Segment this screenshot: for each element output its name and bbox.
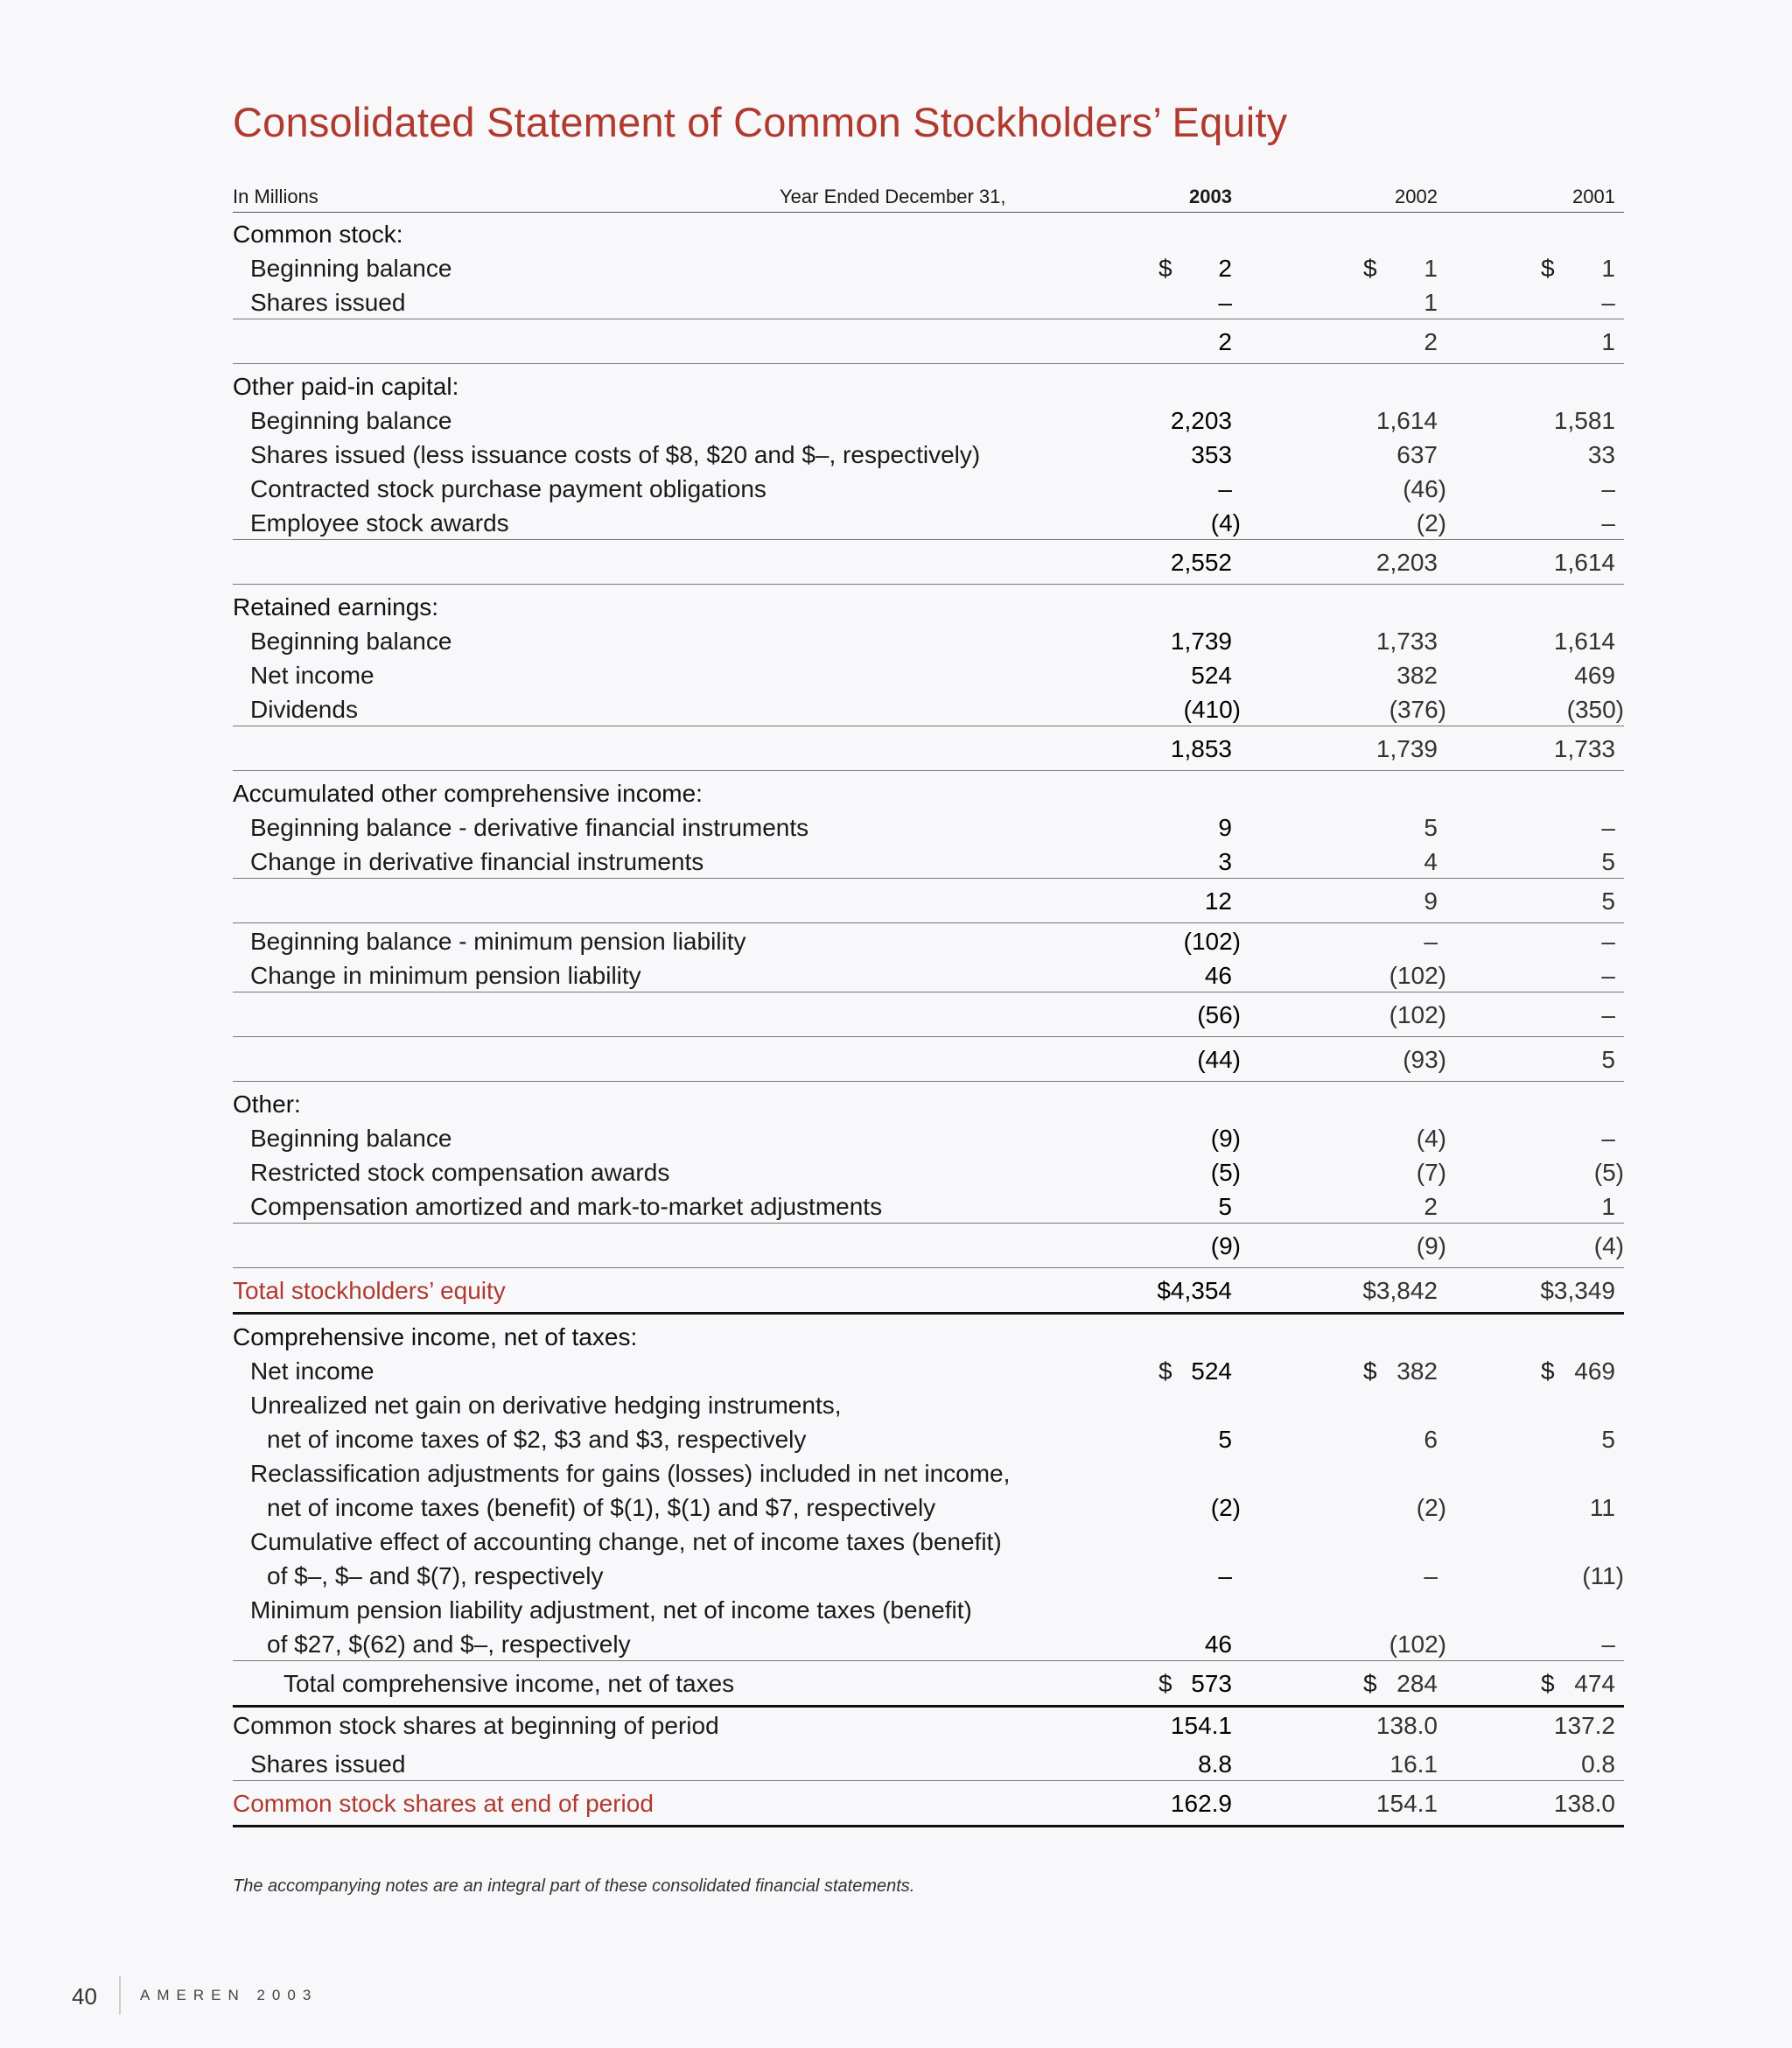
table-row bbox=[233, 1626, 1624, 1660]
table-row bbox=[233, 1353, 1624, 1387]
row-label: Common stock shares at end of period bbox=[233, 1790, 654, 1817]
value-2003: $4,354 bbox=[1157, 1277, 1232, 1304]
value-2002: – bbox=[1424, 1562, 1438, 1589]
row-label: Total comprehensive income, net of taxes bbox=[284, 1670, 735, 1697]
value-2003: (5) bbox=[1210, 1159, 1241, 1186]
table-row bbox=[233, 691, 1624, 726]
value-2001: 5 bbox=[1601, 887, 1615, 915]
table-row bbox=[233, 1708, 1624, 1746]
table-row bbox=[233, 1490, 1624, 1524]
value-2001: 1,581 bbox=[1553, 407, 1615, 434]
row-label: Total stockholders’ equity bbox=[233, 1277, 506, 1304]
value-2002: (2) bbox=[1416, 1494, 1446, 1521]
value-2003: 2,552 bbox=[1170, 549, 1232, 576]
value-2002: 1 bbox=[1424, 289, 1438, 316]
row-label: Other: bbox=[233, 1091, 301, 1118]
value-2003: 154.1 bbox=[1170, 1712, 1232, 1739]
table-row bbox=[233, 657, 1624, 691]
row-label: Shares issued (less issuance costs of $8, $20 and $–, respectively) bbox=[250, 441, 981, 468]
row-label: Accumulated other comprehensive income: bbox=[233, 780, 703, 807]
value-2003: – bbox=[1218, 289, 1232, 316]
value-2003: 3 bbox=[1218, 848, 1232, 875]
value-2003: 1,853 bbox=[1170, 735, 1232, 762]
dollar-sign: $ bbox=[1158, 1670, 1172, 1697]
value-2001: 1,733 bbox=[1553, 735, 1615, 762]
value-2001: 474 bbox=[1574, 1670, 1615, 1697]
row-label: Common stock: bbox=[233, 221, 403, 248]
value-2001: 1 bbox=[1601, 255, 1615, 282]
value-2002: 2,203 bbox=[1376, 549, 1438, 576]
value-2001: – bbox=[1601, 509, 1615, 537]
value-2001: 137.2 bbox=[1553, 1712, 1615, 1739]
table-row bbox=[233, 1120, 1624, 1154]
value-2003: 8.8 bbox=[1198, 1750, 1232, 1778]
value-2002: (46) bbox=[1403, 475, 1446, 502]
value-2003: 46 bbox=[1204, 962, 1232, 989]
footer-divider bbox=[119, 1976, 121, 2015]
value-2002: 2 bbox=[1424, 328, 1438, 355]
row-label: Net income bbox=[250, 662, 374, 689]
value-2001: – bbox=[1601, 962, 1615, 989]
page-title: Consolidated Statement of Common Stockholders’ Equity bbox=[233, 99, 1288, 145]
table-row bbox=[233, 1455, 1624, 1490]
row-label: Minimum pension liability adjustment, net of income taxes (benefit) bbox=[250, 1596, 972, 1624]
value-2003: 2,203 bbox=[1170, 407, 1232, 434]
table-row bbox=[233, 957, 1624, 992]
row-label: net of income taxes of $2, $3 and $3, respectively bbox=[267, 1426, 807, 1453]
total-row bbox=[233, 1660, 1624, 1708]
row-label: Beginning balance bbox=[250, 407, 452, 434]
value-2001: – bbox=[1601, 814, 1615, 841]
value-2002: 382 bbox=[1396, 662, 1438, 689]
value-2001: 1,614 bbox=[1553, 549, 1615, 576]
value-2001: 469 bbox=[1574, 662, 1615, 689]
value-2003: 524 bbox=[1191, 1357, 1232, 1385]
value-2002: 16.1 bbox=[1390, 1750, 1438, 1778]
section-header bbox=[233, 588, 1624, 623]
total-row bbox=[233, 1780, 1624, 1827]
value-2001: 5 bbox=[1601, 1046, 1615, 1073]
value-2003: 5 bbox=[1218, 1426, 1232, 1453]
value-2002: (7) bbox=[1416, 1159, 1446, 1186]
value-2001: – bbox=[1601, 1001, 1615, 1028]
dollar-sign: $ bbox=[1363, 1357, 1377, 1385]
table-row bbox=[233, 1524, 1624, 1558]
table-row bbox=[233, 403, 1624, 437]
year-column-2001: 2001 bbox=[1572, 186, 1615, 207]
value-2003: (56) bbox=[1197, 1001, 1241, 1028]
table-row bbox=[233, 1558, 1624, 1592]
value-2003: (44) bbox=[1197, 1046, 1241, 1073]
dollar-sign: $ bbox=[1363, 1670, 1377, 1697]
value-2001: 11 bbox=[1589, 1494, 1615, 1521]
value-2003: 9 bbox=[1218, 814, 1232, 841]
value-2002: (4) bbox=[1416, 1125, 1446, 1152]
table-row bbox=[233, 1154, 1624, 1189]
value-2001: (4) bbox=[1593, 1232, 1624, 1259]
value-2003: – bbox=[1218, 1562, 1232, 1589]
value-2003: (4) bbox=[1210, 509, 1241, 537]
total-row bbox=[233, 1268, 1624, 1315]
value-2002: 9 bbox=[1424, 887, 1438, 915]
value-2001: 33 bbox=[1587, 441, 1615, 468]
value-2001: – bbox=[1601, 1631, 1615, 1658]
row-label: Beginning balance bbox=[250, 1125, 452, 1152]
value-2002: 6 bbox=[1424, 1426, 1438, 1453]
table-row bbox=[233, 1189, 1624, 1223]
dollar-sign: $ bbox=[1158, 1357, 1172, 1385]
row-label: of $27, $(62) and $–, respectively bbox=[267, 1631, 631, 1658]
value-2001: 138.0 bbox=[1553, 1790, 1615, 1817]
subtotal-row bbox=[233, 1223, 1624, 1268]
value-2001: 5 bbox=[1601, 1426, 1615, 1453]
value-2003: 5 bbox=[1218, 1193, 1232, 1220]
value-2001: – bbox=[1601, 475, 1615, 502]
table-row bbox=[233, 923, 1624, 957]
value-2001: (350) bbox=[1566, 696, 1624, 723]
table-row bbox=[233, 505, 1624, 539]
value-2001: 469 bbox=[1574, 1357, 1615, 1385]
footer-brand: AMEREN 2003 bbox=[140, 1987, 318, 2003]
value-2002: 138.0 bbox=[1376, 1712, 1438, 1739]
footnote: The accompanying notes are an integral part of these consolidated financial statements. bbox=[233, 1876, 915, 1896]
row-label: Dividends bbox=[250, 696, 358, 723]
value-2002: (376) bbox=[1389, 696, 1446, 723]
period-label: Year Ended December 31, bbox=[780, 186, 1006, 207]
value-2002: 1,739 bbox=[1376, 735, 1438, 762]
subtotal-row bbox=[233, 878, 1624, 923]
section-header bbox=[233, 1085, 1624, 1120]
row-label: Beginning balance bbox=[250, 255, 452, 282]
value-2003: 524 bbox=[1191, 662, 1232, 689]
table-row bbox=[233, 471, 1624, 505]
row-label: Restricted stock compensation awards bbox=[250, 1159, 670, 1186]
table-row bbox=[233, 844, 1624, 878]
row-label: Compensation amortized and mark-to-market adjustments bbox=[250, 1193, 883, 1220]
value-2003: (9) bbox=[1210, 1232, 1241, 1259]
row-label: Net income bbox=[250, 1357, 374, 1385]
row-label: Unrealized net gain on derivative hedging instruments, bbox=[250, 1392, 842, 1419]
value-2001: 5 bbox=[1601, 848, 1615, 875]
dollar-sign: $ bbox=[1541, 1670, 1555, 1697]
value-2003: 353 bbox=[1191, 441, 1232, 468]
value-2003: (410) bbox=[1183, 696, 1241, 723]
value-2002: (2) bbox=[1416, 509, 1446, 537]
table-row bbox=[233, 623, 1624, 657]
value-2003: 2 bbox=[1218, 328, 1232, 355]
year-column-2003: 2003 bbox=[1189, 186, 1232, 207]
value-2001: (11) bbox=[1582, 1562, 1624, 1589]
value-2001: 1 bbox=[1601, 328, 1615, 355]
value-2002: – bbox=[1424, 928, 1438, 955]
row-label: net of income taxes (benefit) of $(1), $(1) and $7, respectively bbox=[267, 1494, 936, 1521]
section-header bbox=[233, 215, 1624, 250]
section-header bbox=[233, 775, 1624, 810]
value-2003: 2 bbox=[1218, 255, 1232, 282]
value-2002: 284 bbox=[1396, 1670, 1438, 1697]
table-row bbox=[233, 250, 1624, 284]
value-2001: 1,614 bbox=[1553, 628, 1615, 655]
value-2003: 1,739 bbox=[1170, 628, 1232, 655]
dollar-sign: $ bbox=[1541, 1357, 1555, 1385]
row-label: Comprehensive income, net of taxes: bbox=[233, 1323, 638, 1350]
value-2002: 1 bbox=[1424, 255, 1438, 282]
row-label: Employee stock awards bbox=[250, 509, 509, 537]
value-2001: – bbox=[1601, 1125, 1615, 1152]
subtotal-row bbox=[233, 1037, 1624, 1082]
subtotal-row bbox=[233, 992, 1624, 1037]
row-label: Beginning balance - minimum pension liability bbox=[250, 928, 746, 955]
row-label: Shares issued bbox=[250, 289, 406, 316]
value-2003: (9) bbox=[1210, 1125, 1241, 1152]
row-label: of $–, $– and $(7), respectively bbox=[267, 1562, 604, 1589]
value-2002: (9) bbox=[1416, 1232, 1446, 1259]
value-2003: 573 bbox=[1191, 1670, 1232, 1697]
row-label: Retained earnings: bbox=[233, 593, 439, 621]
table-row bbox=[233, 1421, 1624, 1455]
value-2002: 1,614 bbox=[1376, 407, 1438, 434]
table-row bbox=[233, 284, 1624, 319]
value-2002: (102) bbox=[1389, 962, 1446, 989]
value-2003: 46 bbox=[1204, 1631, 1232, 1658]
value-2002: $3,842 bbox=[1362, 1277, 1438, 1304]
section-header bbox=[233, 368, 1624, 403]
units-label: In Millions bbox=[233, 186, 318, 207]
table-row bbox=[233, 1387, 1624, 1421]
value-2001: $3,349 bbox=[1540, 1277, 1615, 1304]
subtotal-row bbox=[233, 539, 1624, 585]
value-2002: 382 bbox=[1396, 1357, 1438, 1385]
dollar-sign: $ bbox=[1158, 255, 1172, 282]
subtotal-row bbox=[233, 319, 1624, 364]
value-2002: 5 bbox=[1424, 814, 1438, 841]
value-2001: 0.8 bbox=[1581, 1750, 1615, 1778]
value-2001: – bbox=[1601, 289, 1615, 316]
table-row bbox=[233, 810, 1624, 844]
year-column-2002: 2002 bbox=[1395, 186, 1438, 207]
dollar-sign: $ bbox=[1363, 255, 1377, 282]
value-2001: 1 bbox=[1601, 1193, 1615, 1220]
value-2002: 1,733 bbox=[1376, 628, 1438, 655]
dollar-sign: $ bbox=[1541, 255, 1555, 282]
value-2003: – bbox=[1218, 475, 1232, 502]
page-number: 40 bbox=[72, 1983, 97, 2009]
value-2002: 4 bbox=[1424, 848, 1438, 875]
table-header bbox=[233, 180, 1624, 213]
value-2002: (102) bbox=[1389, 1001, 1446, 1028]
row-label: Other paid-in capital: bbox=[233, 373, 459, 400]
value-2002: 2 bbox=[1424, 1193, 1438, 1220]
row-label: Beginning balance - derivative financial instruments bbox=[250, 814, 809, 841]
value-2001: – bbox=[1601, 928, 1615, 955]
row-label: Change in minimum pension liability bbox=[250, 962, 641, 989]
value-2002: 637 bbox=[1396, 441, 1438, 468]
row-label: Contracted stock purchase payment obligations bbox=[250, 475, 766, 502]
value-2001: (5) bbox=[1593, 1159, 1624, 1186]
row-label: Change in derivative financial instruments bbox=[250, 848, 704, 875]
row-label: Reclassification adjustments for gains (losses) included in net income, bbox=[250, 1460, 1011, 1487]
value-2003: 162.9 bbox=[1170, 1790, 1232, 1817]
row-label: Beginning balance bbox=[250, 628, 452, 655]
row-label: Cumulative effect of accounting change, net of income taxes (benefit) bbox=[250, 1528, 1002, 1555]
table-row bbox=[233, 1746, 1624, 1780]
value-2003: (2) bbox=[1210, 1494, 1241, 1521]
table-row bbox=[233, 437, 1624, 471]
row-label: Shares issued bbox=[250, 1750, 406, 1778]
value-2003: (102) bbox=[1183, 928, 1241, 955]
equity-table bbox=[233, 212, 1624, 1827]
value-2002: (102) bbox=[1389, 1631, 1446, 1658]
subtotal-row bbox=[233, 726, 1624, 771]
table-row bbox=[233, 1592, 1624, 1626]
value-2002: 154.1 bbox=[1376, 1790, 1438, 1817]
value-2003: 12 bbox=[1204, 887, 1232, 915]
section-header bbox=[233, 1318, 1624, 1353]
row-label: Common stock shares at beginning of period bbox=[233, 1712, 719, 1739]
value-2002: (93) bbox=[1403, 1046, 1446, 1073]
